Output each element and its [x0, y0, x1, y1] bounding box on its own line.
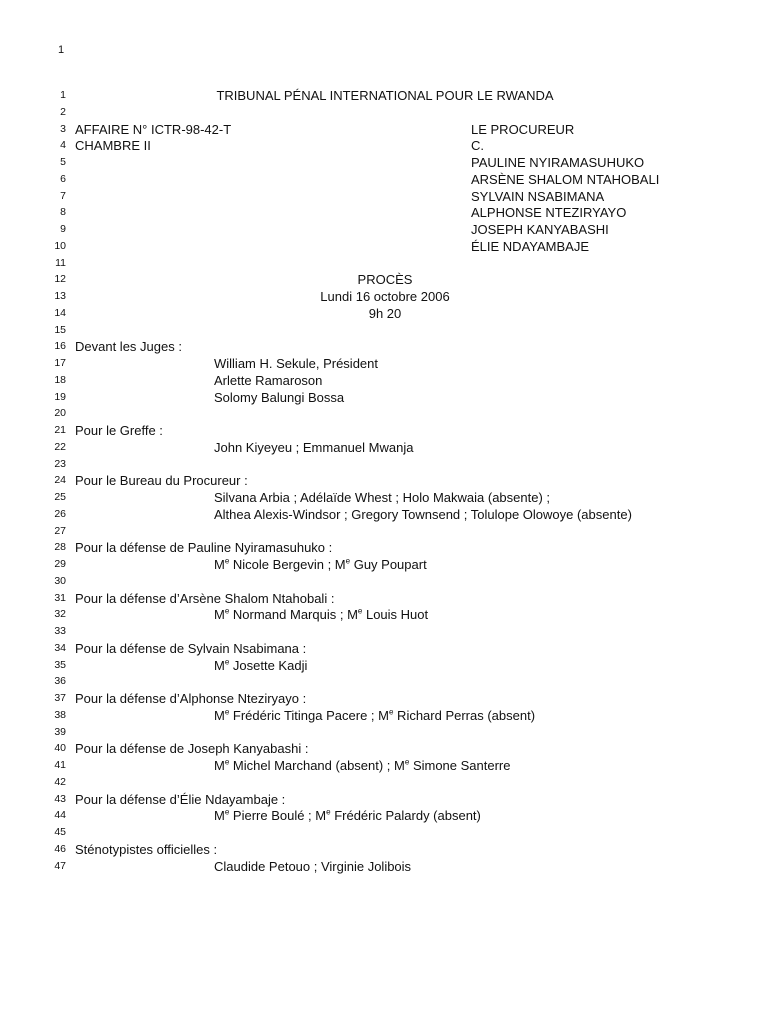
line-number: 41 [54, 759, 66, 771]
line-number: 20 [54, 407, 66, 420]
line-number: 13 [54, 290, 66, 302]
judges-label: Devant les Juges : [75, 339, 182, 355]
transcript-line [0, 573, 770, 590]
transcript-line [0, 791, 770, 808]
line-number: 33 [54, 625, 66, 637]
accused-name: ÉLIE NDAYAMBAJE [471, 238, 589, 254]
transcript-line [0, 556, 770, 573]
line-number: 11 [55, 256, 66, 269]
transcript-line [0, 355, 770, 372]
session-date: Lundi 16 octobre 2006 [320, 289, 450, 304]
counsel-name: Richard Perras (absent) [393, 707, 536, 723]
line-number: 7 [60, 189, 66, 202]
line-number: 16 [54, 340, 66, 353]
transcript-line [0, 439, 770, 456]
defense-label: Pour la défense d’Alphonse Nteziryayo : [75, 691, 307, 706]
line-number: 5 [60, 156, 66, 168]
transcript-line [0, 188, 770, 205]
line-number: 29 [54, 558, 66, 570]
transcript-line [0, 338, 770, 355]
counsel-title-sup: e [224, 757, 230, 767]
transcript-line [0, 489, 770, 506]
transcript-line [0, 221, 770, 238]
line-number: 14 [54, 306, 66, 319]
line-number: 6 [60, 172, 66, 185]
transcript-line [0, 154, 770, 171]
line-number: 47 [54, 859, 66, 872]
counsel-title: M [214, 758, 225, 773]
line-number: 17 [54, 357, 66, 369]
counsel-title: M [214, 557, 225, 572]
transcript-line [0, 740, 770, 757]
session-heading: PROCÈS [357, 272, 413, 288]
transcript-line [0, 472, 770, 489]
page-number: 1 [58, 44, 65, 56]
transcript-line [0, 456, 770, 473]
transcript-line [0, 724, 770, 741]
transcript-line [0, 539, 770, 556]
line-number: 26 [54, 507, 66, 520]
counsel-name: Louis Huot [362, 607, 429, 623]
line-number: 35 [54, 658, 66, 671]
accused-name: JOSEPH KANYABASHI [471, 222, 609, 237]
counsel-title-sup: e [326, 807, 331, 817]
judge-name: Solomy Balungi Bossa [214, 389, 345, 405]
transcript-line [0, 137, 770, 154]
counsel-title: M [214, 657, 225, 673]
counsel-title-sup: e [345, 556, 351, 566]
transcript-line [0, 841, 770, 858]
counsel-title-sup: e [404, 757, 410, 767]
line-number: 1 [60, 89, 66, 101]
counsel-title-sup: e [224, 606, 230, 616]
session-time: 9h 20 [368, 305, 402, 321]
transcript-line [0, 657, 770, 674]
transcript-line [0, 389, 770, 406]
counsel-title: M [347, 607, 358, 623]
line-number: 25 [54, 491, 66, 503]
transcript-line [0, 673, 770, 690]
document-title: TRIBUNAL PÉNAL INTERNATIONAL POUR LE RWANDA [216, 88, 554, 103]
line-number: 40 [54, 742, 66, 755]
counsel-title: M [334, 557, 346, 572]
case-number: AFFAIRE N° ICTR-98-42-T [75, 121, 232, 137]
transcript-line [0, 606, 770, 623]
transcript-line [0, 121, 770, 138]
counsel-title: M [394, 758, 405, 773]
registry-names: John Kiyeyeu ; Emmanuel Mwanja [214, 439, 414, 455]
line-number: 23 [54, 457, 66, 470]
transcript-line [0, 824, 770, 841]
line-number: 42 [54, 775, 66, 788]
transcript-line [0, 807, 770, 824]
transcript-line [0, 238, 770, 255]
line-number: 30 [54, 574, 66, 587]
transcript-line [0, 372, 770, 389]
transcript-line [0, 405, 770, 422]
line-number: 19 [54, 390, 66, 403]
counsel-name: Michel Marchand (absent) ; [229, 758, 395, 773]
chamber-label: CHAMBRE II [75, 138, 151, 154]
line-number: 24 [54, 474, 66, 487]
transcript-line [0, 757, 770, 774]
line-number: 45 [54, 826, 66, 838]
line-number: 12 [54, 273, 66, 286]
transcript-line [0, 271, 770, 288]
counsel-name: Simone Santerre [409, 758, 511, 773]
accused-name: PAULINE NYIRAMASUHUKO [471, 155, 645, 170]
counsel-name: Josette Kadji [229, 657, 308, 673]
transcript-line [0, 305, 770, 322]
counsel-title: M [214, 607, 225, 623]
defense-counsel [214, 757, 511, 774]
transcript-line [0, 104, 770, 121]
counsel-title-sup: e [224, 707, 230, 717]
transcript-line [0, 322, 770, 339]
transcript-line [0, 87, 770, 104]
transcript-line [0, 288, 770, 305]
line-number: 38 [54, 708, 66, 721]
line-number: 37 [54, 692, 66, 704]
versus-label: C. [471, 138, 484, 154]
transcript-line [0, 171, 770, 188]
counsel-name: Guy Poupart [350, 557, 427, 572]
counsel-title-sup: e [224, 807, 230, 817]
defense-label: Pour la défense de Joseph Kanyabashi : [75, 741, 309, 757]
line-number: 10 [54, 239, 66, 252]
counsel-name: Normand Marquis ; [229, 607, 348, 623]
counsel-title: M [378, 707, 389, 723]
counsel-title-sup: e [388, 707, 394, 717]
line-number: 4 [60, 139, 66, 152]
line-number: 9 [60, 223, 66, 235]
transcript-line [0, 523, 770, 540]
line-number: 15 [54, 323, 66, 336]
defense-counsel [214, 707, 535, 724]
defense-counsel [214, 807, 481, 824]
prosecution-names: Althea Alexis-Windsor ; Gregory Townsend ; Tolulope Olowoye (absente) [214, 506, 632, 522]
transcript-line [0, 858, 770, 875]
defense-counsel [214, 657, 307, 674]
transcript-line [0, 590, 770, 607]
counsel-name: Frédéric Palardy (absent) [330, 808, 481, 824]
transcript-line [0, 707, 770, 724]
line-number: 43 [54, 792, 66, 805]
line-number: 22 [54, 440, 66, 453]
defense-label: Pour la défense d’Arsène Shalom Ntahobali : [75, 590, 335, 606]
counsel-name: Nicole Bergevin ; [229, 557, 335, 572]
defense-counsel [214, 606, 428, 623]
judge-name: Arlette Ramaroson [214, 372, 323, 388]
line-number: 18 [54, 373, 66, 386]
transcript-line [0, 690, 770, 707]
transcript-line [0, 623, 770, 640]
line-number: 44 [54, 809, 66, 822]
counsel-name: Frédéric Titinga Pacere ; [229, 707, 379, 723]
stenographers-label: Sténotypistes officielles : [75, 841, 218, 857]
stenographers-names: Claudide Petouo ; Virginie Jolibois [214, 858, 412, 874]
transcript-line [0, 255, 770, 272]
accused-name: SYLVAIN NSABIMANA [471, 188, 605, 204]
line-number: 39 [54, 725, 66, 738]
prosecution-names: Silvana Arbia ; Adélaïde Whest ; Holo Makwaia (absente) ; [214, 490, 551, 505]
line-number: 21 [54, 424, 66, 436]
line-number: 34 [54, 641, 66, 654]
line-number: 36 [54, 675, 66, 688]
transcript-line [0, 422, 770, 439]
transcript-line [0, 506, 770, 523]
defense-counsel [214, 556, 427, 573]
transcript-line [0, 640, 770, 657]
line-number: 8 [60, 206, 66, 219]
counsel-title-sup: e [224, 657, 230, 667]
line-number: 28 [54, 541, 66, 554]
judge-name: William H. Sekule, Président [214, 356, 378, 371]
counsel-title-sup: e [357, 606, 363, 616]
line-number: 31 [54, 591, 66, 604]
prosecutor-label: LE PROCUREUR [471, 121, 575, 137]
counsel-name: Pierre Boulé ; [229, 808, 316, 824]
counsel-title-sup: e [224, 556, 230, 566]
transcript-line [0, 774, 770, 791]
prosecution-label: Pour le Bureau du Procureur : [75, 473, 248, 489]
counsel-title: M [214, 707, 225, 723]
defense-label: Pour la défense de Sylvain Nsabimana : [75, 640, 307, 656]
line-number: 32 [54, 608, 66, 621]
transcript-line [0, 204, 770, 221]
line-number: 2 [60, 105, 66, 118]
accused-name: ARSÈNE SHALOM NTAHOBALI [471, 171, 660, 187]
line-number: 3 [60, 122, 66, 135]
defense-label: Pour la défense de Pauline Nyiramasuhuko : [75, 540, 333, 556]
defense-label: Pour la défense d’Élie Ndayambaje : [75, 791, 286, 807]
line-number: 27 [54, 524, 66, 537]
registry-label: Pour le Greffe : [75, 423, 163, 438]
line-number: 46 [54, 842, 66, 855]
counsel-title: M [214, 808, 225, 824]
accused-name: ALPHONSE NTEZIRYAYO [471, 205, 627, 221]
counsel-title: M [315, 808, 327, 824]
